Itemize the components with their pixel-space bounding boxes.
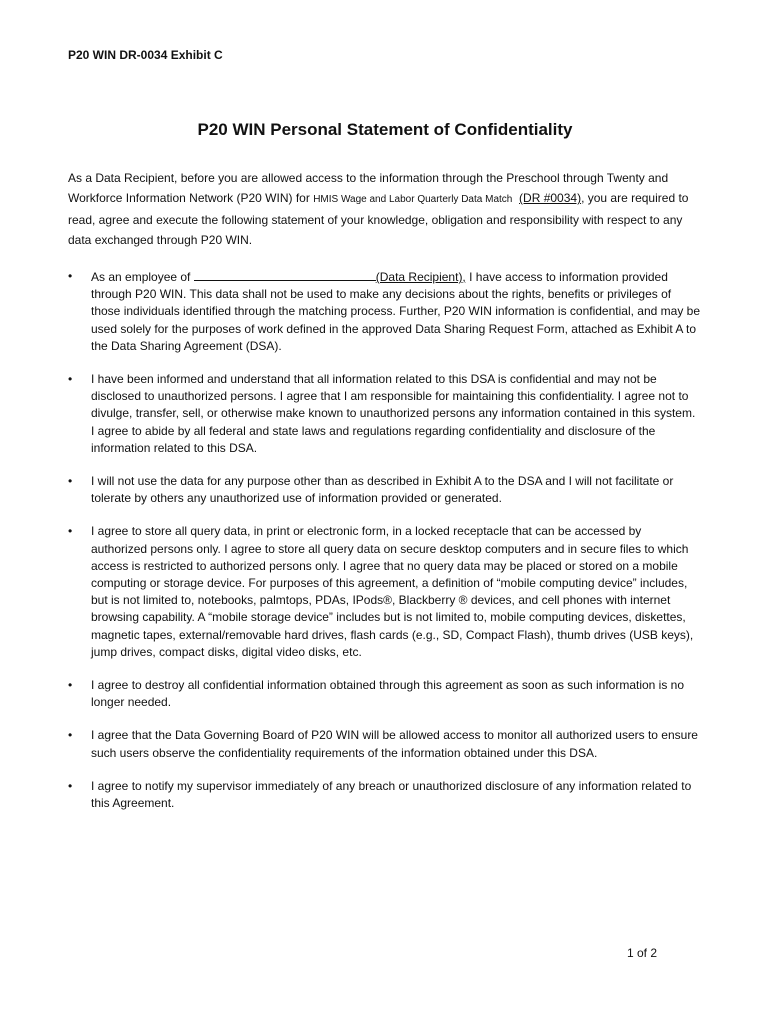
- list-item: [68, 677, 700, 711]
- list-item: [68, 268, 700, 355]
- bullet-icon: •: [68, 524, 73, 539]
- intro-text-1: As a Data Recipient, before you are allowed access to the information through the Preschool through Twenty and Workforce Information Network (P20 WIN) for: [68, 171, 669, 205]
- recipient-label: (Data Recipient),: [375, 270, 466, 284]
- list-item: [68, 778, 700, 812]
- project-name: HMIS Wage and Labor Quarterly Data Match: [313, 194, 513, 205]
- bullet-lead: As an employee of: [91, 270, 194, 284]
- bullet-icon: •: [68, 474, 73, 489]
- bullet-text: I agree that the Data Governing Board of P20 WIN will be allowed access to monitor all authorized users to ensure such users observe the confidentiality requirements of the information obtained under this DSA.: [91, 728, 698, 760]
- statement-list: [68, 268, 700, 828]
- recipient-blank-line[interactable]: [194, 268, 376, 281]
- document-code: P20 WIN DR-0034 Exhibit C: [68, 48, 223, 62]
- bullet-text: I will not use the data for any purpose other than as described in Exhibit A to the DSA and I will not facilitate or tolerate by others any unauthorized use of information provided or generated.: [91, 474, 674, 506]
- bullet-icon: •: [68, 269, 73, 283]
- list-item: [68, 371, 700, 457]
- list-item: [68, 523, 700, 661]
- list-item: [68, 727, 700, 761]
- list-item: [68, 473, 700, 507]
- bullet-text: I agree to notify my supervisor immediately of any breach or unauthorized disclosure of any information related to this Agreement.: [91, 778, 692, 811]
- page-title: P20 WIN Personal Statement of Confidentiality: [197, 120, 573, 139]
- dr-number: (DR #0034): [519, 191, 582, 205]
- bullet-icon: •: [68, 728, 73, 743]
- bullet-text: I agree to store all query data, in print or electronic form, in a locked receptacle that can be accessed by authorized persons only. I agree to store all query data on secure desktop computers and in secure files to which access is restricted to authorized persons only. I agree that no query data may be placed or stored on a mobile computing or storage device. For purposes of this agreement, a definition of “mobile computing device” includes, but is not limited to, notebooks, palmtops, PDAs, IPods®, Blackberry ® devices, and cell phones with internet browsing capability. A “mobile storage device” includes but is not limited to, mobile computing devices, diskettes, magnetic tapes, external/removable hard drives, flash cards (e.g., SD, Compact Flash), thumb drives (USB keys), jump drives, compact disks, digital video disks, etc.: [91, 524, 694, 659]
- bullet-icon: •: [68, 372, 73, 387]
- intro-text-2: , you are required to read, agree and execute the following statement of your knowledge, obligation and responsibility with respect to any data exchanged through P20 WIN.: [68, 191, 689, 247]
- bullet-icon: •: [68, 678, 73, 693]
- intro-paragraph: [68, 168, 708, 250]
- bullet-icon: •: [68, 778, 73, 793]
- bullet-text: I agree to destroy all confidential information obtained through this agreement as soon as such information is no longer needed.: [91, 678, 685, 710]
- bullet-text: I have been informed and understand that all information related to this DSA is confidential and may not be disclosed to unauthorized persons. I agree that I am responsible for maintaining this confidentiality. I agree not to divulge, transfer, sell, or otherwise make known to unauthorized persons any information contained in this system. I agree to abide by all federal and state laws and regulations regarding confidentiality and disclosure of the information related to this DSA.: [91, 372, 696, 455]
- page-number: 1 of 2: [626, 946, 657, 960]
- bullet-text: I have access to information provided through P20 WIN. This data shall not be used to make any decisions about the rights, benefits or privileges of those individuals identified through the matching process. Further, P20 WIN information is confidential, and may be used solely for the purposes of work defined in the approved Data Sharing Request Form, attached as Exhibit A to the Data Sharing Agreement (DSA).: [91, 270, 700, 353]
